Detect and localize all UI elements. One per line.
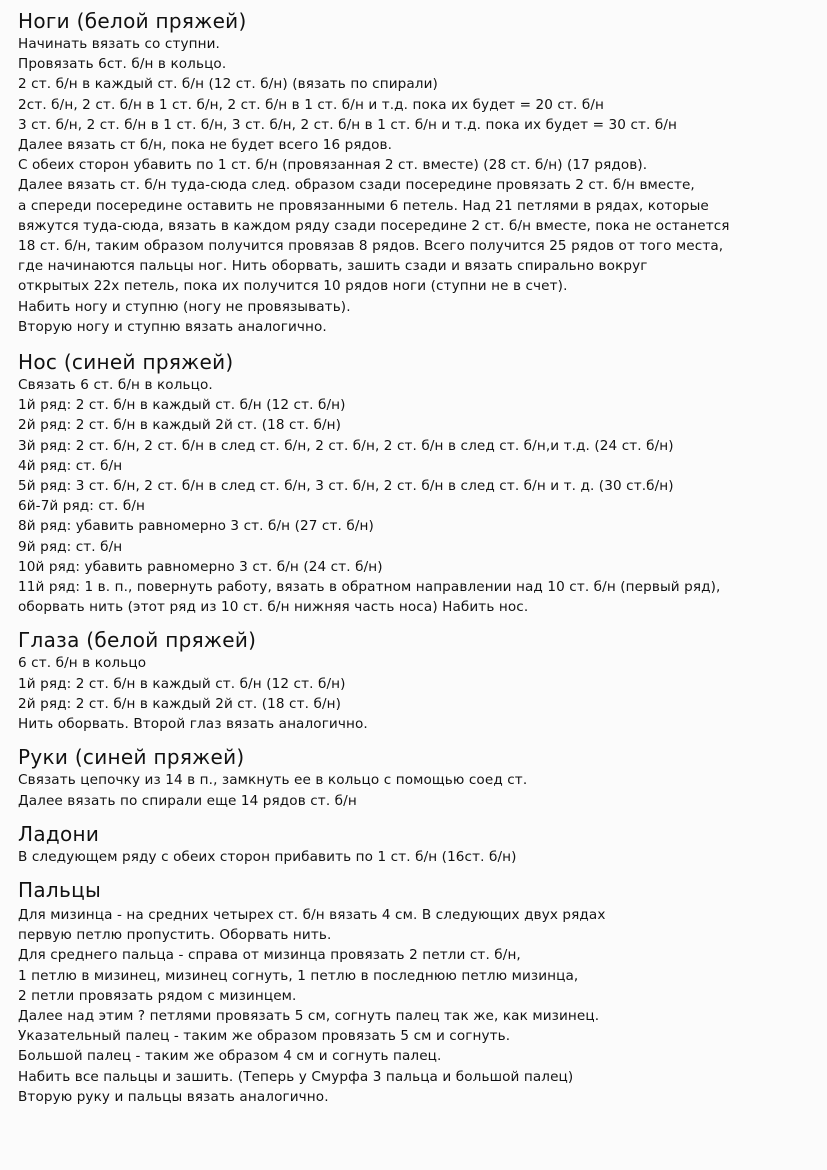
section-title: Нос (синей пряжей) (18, 350, 234, 375)
section-nose (18, 349, 827, 617)
section-title: Глаза (белой пряжей) (18, 628, 257, 653)
text-line: 5й ряд: 3 ст. б/н, 2 ст. б/н в след ст. б/н, 3 ст. б/н, 2 ст. б/н в след ст. б/н и т. д. (30 ст.б/н) (18, 478, 674, 495)
text-line: Указательный палец - таким же образом провязать 5 см и согнуть. (18, 1028, 511, 1045)
text-line: С обеих сторон убавить по 1 ст. б/н (провязанная 2 ст. вместе) (28 ст. б/н) (17 рядов). (18, 157, 648, 174)
text-line: 4й ряд: ст. б/н (18, 457, 123, 474)
text-line: Связать цепочку из 14 в п., замкнуть ее в кольцо с помощью соед ст. (18, 772, 528, 789)
text-line: Вторую ногу и ступню вязать аналогично. (18, 318, 327, 335)
text-line: Набить ногу и ступню (ногу не провязывать). (18, 298, 351, 315)
text-line: 18 ст. б/н, таким образом получится провязав 8 рядов. Всего получится 25 рядов от того места, (18, 238, 724, 255)
text-line: 1й ряд: 2 ст. б/н в каждый ст. б/н (12 ст. б/н) (18, 397, 346, 414)
text-line: оборвать нить (этот ряд из 10 ст. б/н нижняя часть носа) Набить нос. (18, 599, 529, 616)
text-line: Далее над этим ? петлями провязать 5 см, согнуть палец так же, как мизинец. (18, 1007, 600, 1024)
text-line: 8й ряд: убавить равномерно 3 ст. б/н (27 ст. б/н) (18, 518, 374, 535)
text-line: Для мизинца - на средних четырех ст. б/н вязать 4 см. В следующих двух рядах (18, 906, 606, 923)
text-line: Начинать вязать со ступни. (18, 36, 220, 52)
text-line: вяжутся туда-сюда, вязать в каждом ряду сзади посередине 2 ст. б/н вместе, пока не останется (18, 217, 730, 234)
section-title: Руки (синей пряжей) (18, 745, 245, 770)
section-title: Ноги (белой пряжей) (18, 9, 247, 33)
text-line: 6 ст. б/н в кольцо (18, 655, 147, 672)
section-arms (18, 744, 827, 810)
text-line: Далее вязать ст. б/н туда-сюда след. образом сзади посередине провязать 2 ст. б/н вместе, (18, 177, 695, 194)
text-line: 1й ряд: 2 ст. б/н в каждый ст. б/н (12 ст. б/н) (18, 675, 346, 692)
text-line: где начинаются пальцы ног. Нить оборвать, зашить сзади и вязать спирально вокруг (18, 258, 648, 275)
text-line: первую петлю пропустить. Оборвать нить. (18, 927, 332, 944)
text-line: Далее вязать по спирали еще 14 рядов ст. б/н (18, 792, 357, 809)
text-line: 2й ряд: 2 ст. б/н в каждый 2й ст. (18 ст. б/н) (18, 417, 342, 434)
text-line: а спереди посередине оставить не провязанными 6 петель. Над 21 петлями в рядах, которые (18, 197, 709, 214)
text-line: 2ст. б/н, 2 ст. б/н в 1 ст. б/н, 2 ст. б/н в 1 ст. б/н и т.д. пока их будет = 20 ст. б/н (18, 96, 605, 113)
text-line: Вторую руку и пальцы вязать аналогично. (18, 1088, 329, 1105)
section-title: Пальцы (18, 877, 102, 902)
text-line: Связать 6 ст. б/н в кольцо. (18, 377, 213, 394)
section-eyes (18, 627, 827, 734)
text-line: Большой палец - таким же образом 4 см и согнуть палец. (18, 1048, 442, 1065)
text-line: В следующем ряду с обеих сторон прибавить по 1 ст. б/н (16ст. б/н) (18, 848, 517, 865)
text-line: 3 ст. б/н, 2 ст. б/н в 1 ст. б/н, 3 ст. б/н, 2 ст. б/н в 1 ст. б/н и т.д. пока их будет = 30 ст. б/н (18, 116, 678, 133)
text-line: 6й-7й ряд: ст. б/н (18, 498, 145, 515)
text-line: Провязать 6ст. б/н в кольцо. (18, 56, 227, 73)
text-line: 9й ряд: ст. б/н (18, 538, 123, 555)
section-legs (18, 8, 827, 337)
text-line: Для среднего пальца - справа от мизинца провязать 2 петли ст. б/н, (18, 947, 521, 964)
text-line: 1 петлю в мизинец, мизинец согнуть, 1 петлю в последнюю петлю мизинца, (18, 967, 579, 984)
text-line: Нить оборвать. Второй глаз вязать аналогично. (18, 716, 368, 733)
text-line: 11й ряд: 1 в. п., повернуть работу, вязать в обратном направлении над 10 ст. б/н (первый ряд), (18, 579, 721, 596)
text-line: 3й ряд: 2 ст. б/н, 2 ст. б/н в след ст. б/н, 2 ст. б/н, 2 ст. б/н в след ст. б/н,и т.д. (24 ст. б/н) (18, 437, 674, 454)
text-line: 2 ст. б/н в каждый ст. б/н (12 ст. б/н) (вязать по спирали) (18, 76, 438, 93)
text-line: 2й ряд: 2 ст. б/н в каждый 2й ст. (18 ст. б/н) (18, 695, 342, 712)
text-line: открытых 22х петель, пока их получится 10 рядов ноги (ступни не в счет). (18, 278, 568, 295)
text-line: 2 петли провязать рядом с мизинцем. (18, 987, 297, 1004)
text-line: Далее вязать ст б/н, пока не будет всего 16 рядов. (18, 137, 393, 154)
section-fingers (18, 877, 827, 1107)
text-line: Набить все пальцы и зашить. (Теперь у Смурфа 3 пальца и большой палец) (18, 1068, 574, 1085)
section-title: Ладони (18, 821, 100, 846)
text-line: 10й ряд: убавить равномерно 3 ст. б/н (24 ст. б/н) (18, 558, 383, 575)
section-palms (18, 821, 827, 867)
